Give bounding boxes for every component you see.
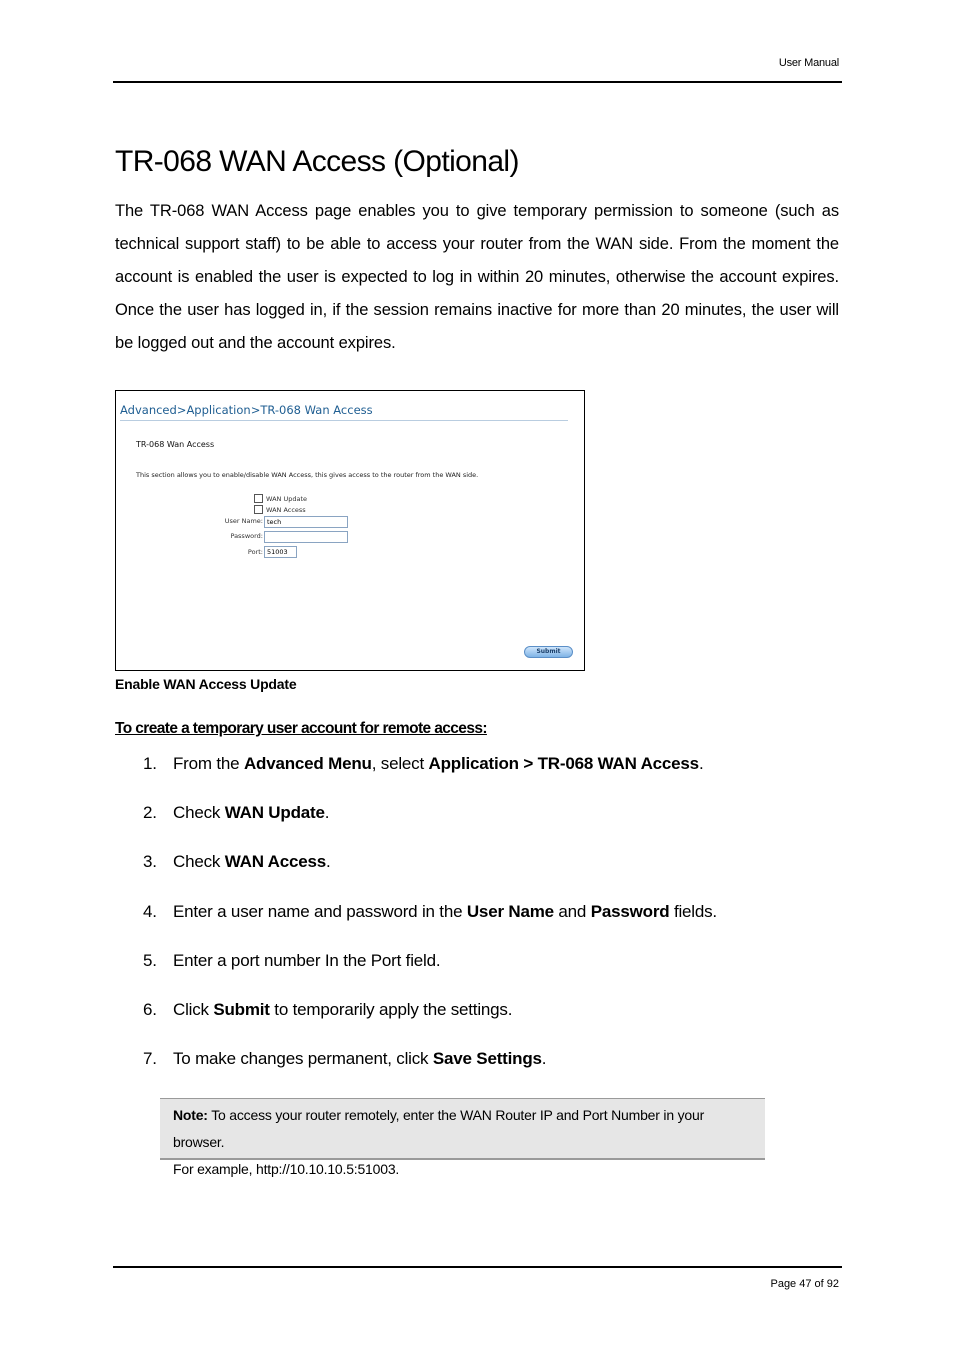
port-label: Port: bbox=[247, 548, 263, 556]
figure-caption: Enable WAN Access Update bbox=[115, 676, 297, 692]
submit-button[interactable]: Submit bbox=[524, 646, 573, 658]
step-text: , select bbox=[371, 754, 429, 773]
step-number: 1. bbox=[143, 754, 157, 773]
step-emphasis: WAN Update bbox=[224, 803, 325, 822]
footer-rule bbox=[113, 1266, 842, 1268]
step-text: Click bbox=[173, 1000, 214, 1019]
step-emphasis: Advanced Menu bbox=[243, 754, 372, 773]
username-label: User Name: bbox=[224, 517, 263, 525]
step-item bbox=[143, 754, 703, 774]
breadcrumb: Advanced>Application>TR-068 Wan Access bbox=[120, 403, 373, 417]
step-item bbox=[143, 1000, 512, 1020]
step-text: . bbox=[324, 803, 330, 822]
panel-title: TR-068 Wan Access bbox=[136, 440, 215, 449]
note-line-2: For example, http://10.10.10.5:51003. bbox=[173, 1161, 400, 1177]
step-text: Check bbox=[173, 803, 225, 822]
username-input[interactable]: tech bbox=[264, 516, 348, 528]
breadcrumb-divider bbox=[120, 420, 568, 421]
router-screenshot bbox=[115, 390, 585, 671]
header-label: User Manual bbox=[778, 57, 839, 69]
wan-update-checkbox[interactable] bbox=[254, 494, 263, 503]
wan-access-label: WAN Access bbox=[266, 505, 306, 514]
wan-update-row[interactable] bbox=[254, 494, 307, 503]
step-number: 7. bbox=[143, 1049, 157, 1068]
step-emphasis: Submit bbox=[213, 1000, 270, 1019]
note-label: Note: bbox=[173, 1107, 208, 1123]
note-line-1: To access your router remotely, enter the WAN Router IP and Port Number in your browser. bbox=[173, 1107, 705, 1150]
step-emphasis: Application > TR-068 WAN Access bbox=[428, 754, 699, 773]
step-text: From the bbox=[173, 754, 244, 773]
step-number: 3. bbox=[143, 852, 157, 871]
step-number: 5. bbox=[143, 951, 157, 970]
header-rule bbox=[113, 81, 842, 83]
step-text: Enter a port number In the Port field. bbox=[173, 951, 441, 970]
step-text: Check bbox=[173, 852, 225, 871]
step-text: Enter a user name and password in the bbox=[173, 902, 467, 921]
step-item bbox=[143, 1049, 546, 1069]
step-item bbox=[143, 902, 717, 922]
step-emphasis: WAN Access bbox=[224, 852, 327, 871]
step-text: To make changes permanent, click bbox=[173, 1049, 433, 1068]
step-text: to temporarily apply the settings. bbox=[269, 1000, 513, 1019]
intro-paragraph: The TR-068 WAN Access page enables you to give temporary permission to someone (such as technical support staff) to be able to access your router from the WAN side. From the moment the account is enabled the user is expected to log in within 20 minutes, otherwise the account expires. Once the user has logged in, if the session remains inactive for more than 20 minutes, the user will be logged out and the account expires. bbox=[115, 202, 839, 352]
step-text: . bbox=[326, 852, 331, 871]
note-box bbox=[160, 1098, 765, 1177]
step-emphasis: User Name bbox=[466, 902, 554, 921]
step-text: fields. bbox=[669, 902, 717, 921]
procedure-heading: To create a temporary user account for remote access: bbox=[115, 720, 487, 737]
port-input[interactable]: 51003 bbox=[264, 546, 297, 558]
wan-access-checkbox[interactable] bbox=[254, 505, 263, 514]
step-text: . bbox=[698, 754, 704, 773]
step-emphasis: Password bbox=[590, 902, 670, 921]
step-number: 4. bbox=[143, 902, 157, 921]
password-input[interactable] bbox=[264, 531, 348, 543]
step-item bbox=[143, 803, 329, 823]
wan-access-row[interactable] bbox=[254, 505, 306, 514]
wan-update-label: WAN Update bbox=[266, 494, 307, 503]
step-emphasis: Save Settings bbox=[432, 1049, 542, 1068]
step-text: and bbox=[553, 902, 591, 921]
page-title: TR-068 WAN Access (Optional) bbox=[115, 145, 519, 178]
step-item bbox=[143, 852, 331, 872]
panel-description: This section allows you to enable/disable WAN Access, this gives access to the router from the WAN side. bbox=[136, 471, 479, 479]
step-number: 2. bbox=[143, 803, 157, 822]
step-number: 6. bbox=[143, 1000, 157, 1019]
password-label: Password: bbox=[230, 532, 263, 540]
page-number: Page 47 of 92 bbox=[770, 1278, 839, 1290]
step-text: . bbox=[541, 1049, 547, 1068]
step-item bbox=[143, 951, 440, 971]
